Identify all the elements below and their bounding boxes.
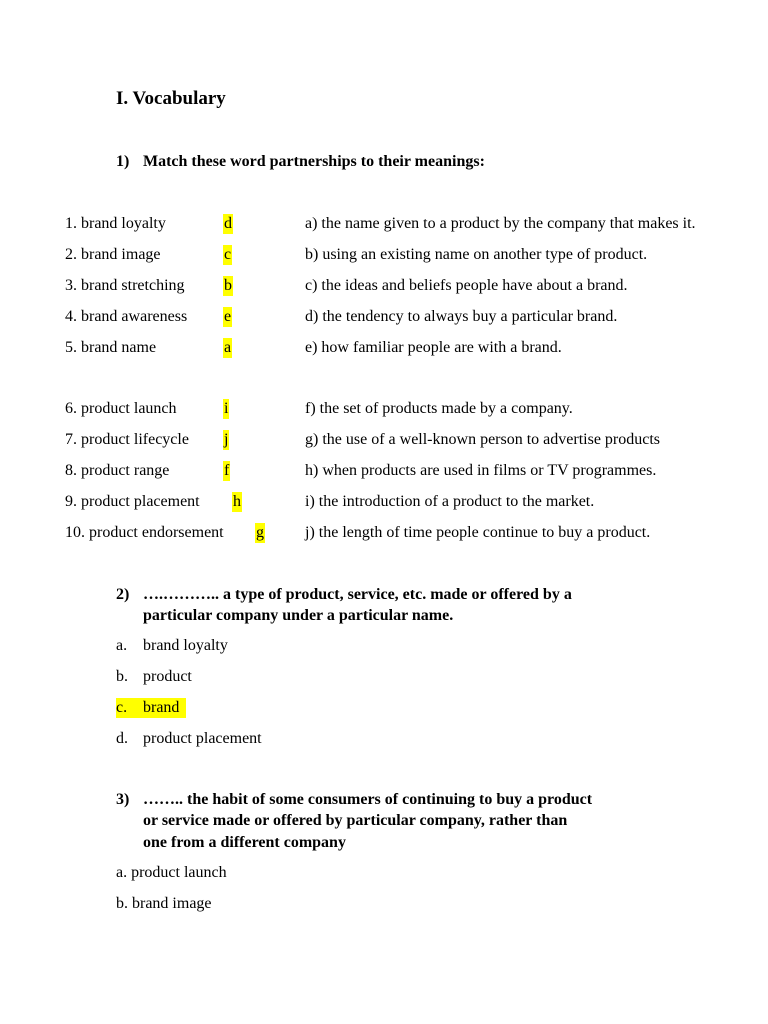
answer-highlight: b — [224, 277, 232, 294]
option-letter: c. — [116, 699, 128, 716]
q3-stem-line3: one from a different company — [143, 834, 346, 851]
q3-stem-line2: or service made or offered by particular company, rather than — [143, 812, 568, 829]
option-text: brand loyalty — [143, 637, 228, 654]
answer-highlight: g — [256, 524, 264, 541]
option-letter: d. — [116, 730, 128, 747]
meaning: j) the length of time people continue to buy a product. — [305, 524, 651, 541]
meaning: g) the use of a well-known person to advertise products — [305, 431, 661, 448]
answer-highlight: e — [224, 308, 232, 325]
answer-highlight: d — [224, 215, 232, 232]
option-text: b. brand image — [116, 895, 212, 912]
option-letter: b. — [116, 668, 128, 685]
section-title: I. Vocabulary — [116, 88, 226, 109]
meaning: a) the name given to a product by the company that makes it. — [305, 215, 696, 232]
answer-highlight: c — [224, 246, 232, 263]
q3-number: 3) — [116, 791, 130, 808]
answer-highlight: j — [224, 431, 229, 448]
meaning: b) using an existing name on another type of product. — [305, 246, 648, 263]
meaning: f) the set of products made by a company. — [305, 400, 573, 417]
q2-stem-line1: ….……….. a type of product, service, etc. made or offered by a — [143, 586, 572, 603]
q1-prompt: Match these word partnerships to their meanings: — [143, 153, 485, 170]
term: 6. product launch — [65, 400, 177, 417]
q2-number: 2) — [116, 586, 130, 603]
q3-stem-line1: …….. the habit of some consumers of continuing to buy a product — [143, 791, 593, 808]
meaning: i) the introduction of a product to the market. — [305, 493, 595, 510]
term: 5. brand name — [65, 339, 157, 356]
term: 10. product endorsement — [65, 524, 224, 541]
term: 4. brand awareness — [65, 308, 188, 325]
answer-highlight: i — [224, 400, 229, 417]
term: 9. product placement — [65, 493, 200, 510]
term: 8. product range — [65, 462, 170, 479]
term: 2. brand image — [65, 246, 161, 263]
option-text: product — [143, 668, 192, 685]
option-text: brand — [143, 699, 180, 716]
option-text: a. product launch — [116, 864, 227, 881]
answer-highlight: h — [233, 493, 241, 510]
term: 3. brand stretching — [65, 277, 185, 294]
meaning: e) how familiar people are with a brand. — [305, 339, 562, 356]
meaning: d) the tendency to always buy a particular brand. — [305, 308, 618, 325]
term: 7. product lifecycle — [65, 431, 189, 448]
option-text: product placement — [143, 730, 262, 747]
q1-number: 1) — [116, 153, 130, 170]
answer-highlight: f — [224, 462, 230, 479]
q2-stem-line2: particular company under a particular name. — [143, 607, 454, 624]
option-letter: a. — [116, 637, 128, 654]
meaning: h) when products are used in films or TV programmes. — [305, 462, 657, 479]
meaning: c) the ideas and beliefs people have about a brand. — [305, 277, 628, 294]
term: 1. brand loyalty — [65, 215, 166, 232]
answer-highlight: a — [224, 339, 232, 356]
